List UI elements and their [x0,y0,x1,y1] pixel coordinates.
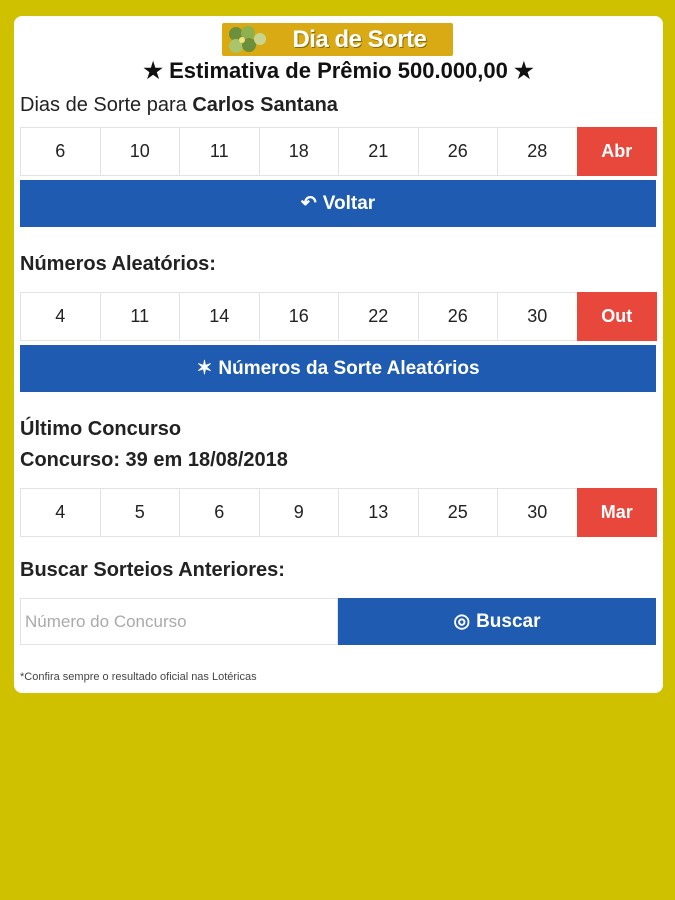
dia-de-sorte-logo [222,23,453,56]
random-numbers-button[interactable] [20,345,656,392]
target-icon: ◎ [453,611,471,632]
number-cell: 30 [497,488,578,537]
logo-text: Dia de Sorte [292,25,427,53]
back-button-label: Voltar [322,192,376,214]
search-title: Buscar Sorteios Anteriores: [20,559,285,581]
number-cell: 4 [20,292,101,341]
number-cell: 6 [179,488,260,537]
main-card [14,16,663,693]
user-luck-prefix: Dias de Sorte para [20,94,193,116]
user-name: Carlos Santana [192,94,338,116]
asterisk-icon: ✶ [196,358,213,379]
number-cell: 28 [497,127,578,176]
number-cell: 10 [100,127,181,176]
month-badge: Mar [577,488,658,537]
number-cell: 25 [418,488,499,537]
search-button-label: Buscar [476,610,541,632]
number-cell: 9 [259,488,340,537]
footnote: *Confira sempre o resultado oficial nas Lotéricas [20,671,257,683]
clover-icon [224,25,268,54]
contest-number-input[interactable] [20,598,338,645]
number-cell: 26 [418,292,499,341]
user-numbers-row [20,127,656,176]
random-numbers-title: Números Aleatórios: [20,253,216,275]
last-draw-numbers-row [20,488,656,537]
number-cell: 13 [338,488,419,537]
number-cell: 14 [179,292,260,341]
prize-estimate: ★ Estimativa de Prêmio 500.000,00 ★ [143,58,534,83]
random-numbers-button-label: Números da Sorte Aleatórios [218,357,480,379]
number-cell: 30 [497,292,578,341]
month-badge: Abr [577,127,658,176]
last-draw-info: Concurso: 39 em 18/08/2018 [20,449,288,471]
number-cell: 11 [179,127,260,176]
number-cell: 18 [259,127,340,176]
undo-arrow-icon: ↶ [300,193,317,214]
random-numbers-row [20,292,656,341]
number-cell: 21 [338,127,419,176]
number-cell: 11 [100,292,181,341]
user-luck-label [20,94,338,117]
number-cell: 4 [20,488,101,537]
last-draw-title: Último Concurso [20,418,182,440]
back-button[interactable] [20,180,656,227]
month-badge: Out [577,292,658,341]
number-cell: 22 [338,292,419,341]
number-cell: 6 [20,127,101,176]
number-cell: 16 [259,292,340,341]
number-cell: 26 [418,127,499,176]
search-button[interactable] [338,598,656,645]
number-cell: 5 [100,488,181,537]
